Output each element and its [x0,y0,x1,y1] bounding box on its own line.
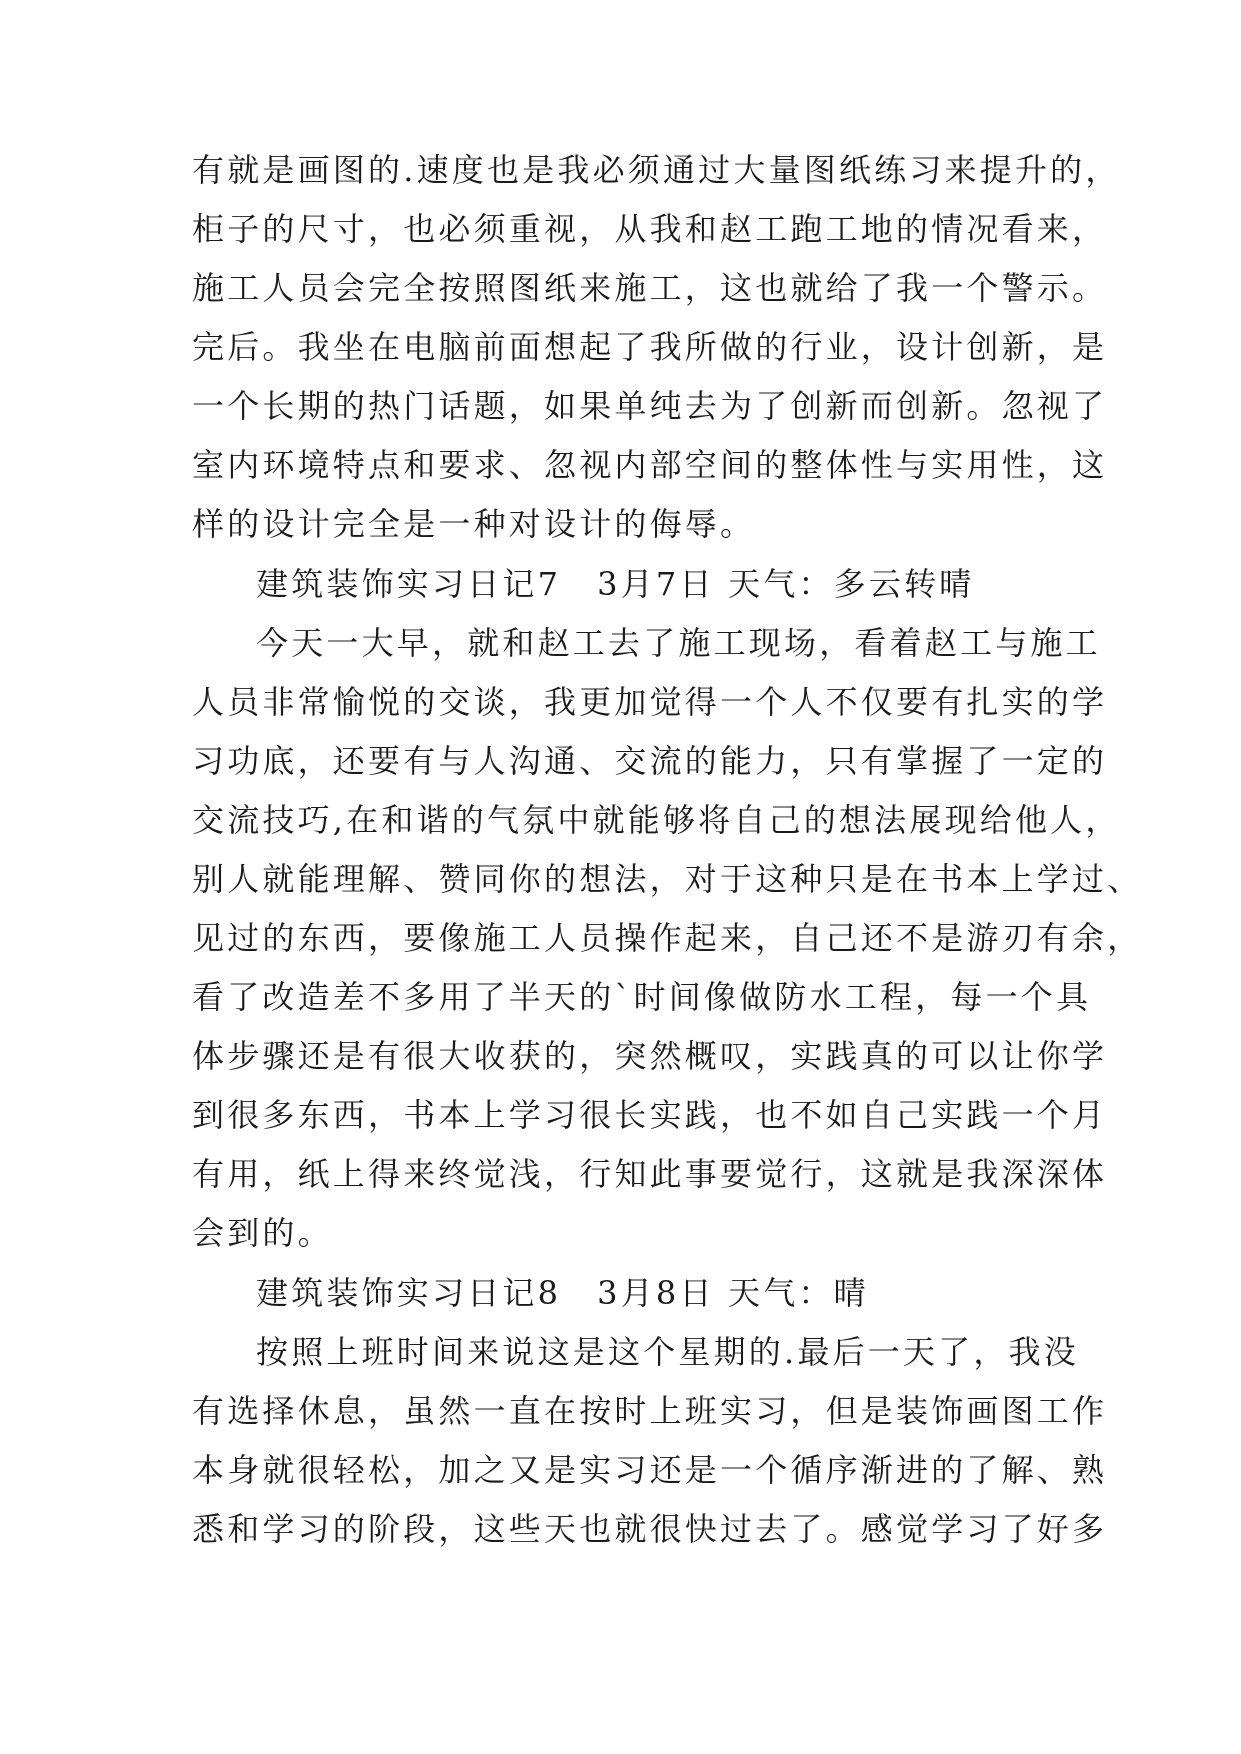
text-line: 见过的东西，要像施工人员操作起来，自己还不是游刃有余， [192,919,1143,957]
text-line: 有就是画图的.速度也是我必须通过大量图纸练习来提升的， [192,151,1121,189]
entry-date-weather: 3月8日 天气：晴 [597,1274,869,1312]
text-line: 有用，纸上得来终觉浅，行知此事要觉行，这就是我深深体 [192,1155,1108,1193]
entry-date-weather: 3月7日 天气：多云转晴 [597,565,975,603]
text-line: 习功底，还要有与人沟通、交流的能力，只有掌握了一定的 [192,742,1108,780]
entry-title: 建筑装饰实习日记8 [256,1274,562,1312]
text-line: 体步骤还是有很大收获的，突然概叹，实践真的可以让你学 [192,1037,1108,1075]
text-line: 按照上班时间来说这是这个星期的.最后一天了，我没 [256,1333,1079,1371]
text-line: 施工人员会完全按照图纸来施工，这也就给了我一个警示。 [192,269,1108,307]
text-line: 一个长期的热门话题，如果单纯去为了创新而创新。忽视了 [192,387,1108,425]
text-line: 别人就能理解、赞同你的想法，对于这种只是在书本上学过、 [192,860,1143,898]
text-line: 到很多东西，书本上学习很长实践，也不如自己实践一个月 [192,1096,1108,1134]
text-line: 交流技巧,在和谐的气氛中就能够将自己的想法展现给他人， [192,801,1121,839]
text-line: 有选择休息，虽然一直在按时上班实习，但是装饰画图工作 [192,1392,1108,1430]
text-line: 完后。我坐在电脑前面想起了我所做的行业，设计创新，是 [192,328,1108,366]
entry-heading-8 [256,1271,869,1315]
text-line: 柜子的尺寸，也必须重视，从我和赵工跑工地的情况看来， [192,210,1108,248]
text-line: 样的设计完全是一种对设计的侮辱。 [192,505,756,543]
text-line: 本身就很轻松，加之又是实习还是一个循序渐进的了解、熟 [192,1451,1108,1489]
entry-title: 建筑装饰实习日记7 [256,565,562,603]
entry-heading-7 [256,562,974,606]
text-line: 人员非常愉悦的交谈，我更加觉得一个人不仅要有扎实的学 [192,683,1108,721]
text-line: 室内环境特点和要求、忽视内部空间的整体性与实用性，这 [192,446,1108,484]
text-line: 悉和学习的阶段，这些天也就很快过去了。感觉学习了好多 [192,1510,1108,1548]
text-line: 看了改造差不多用了半天的`时间像做防水工程，每一个具 [192,978,1092,1016]
text-line: 今天一大早，就和赵工去了施工现场，看着赵工与施工 [256,624,1101,662]
text-line: 会到的。 [192,1214,333,1252]
